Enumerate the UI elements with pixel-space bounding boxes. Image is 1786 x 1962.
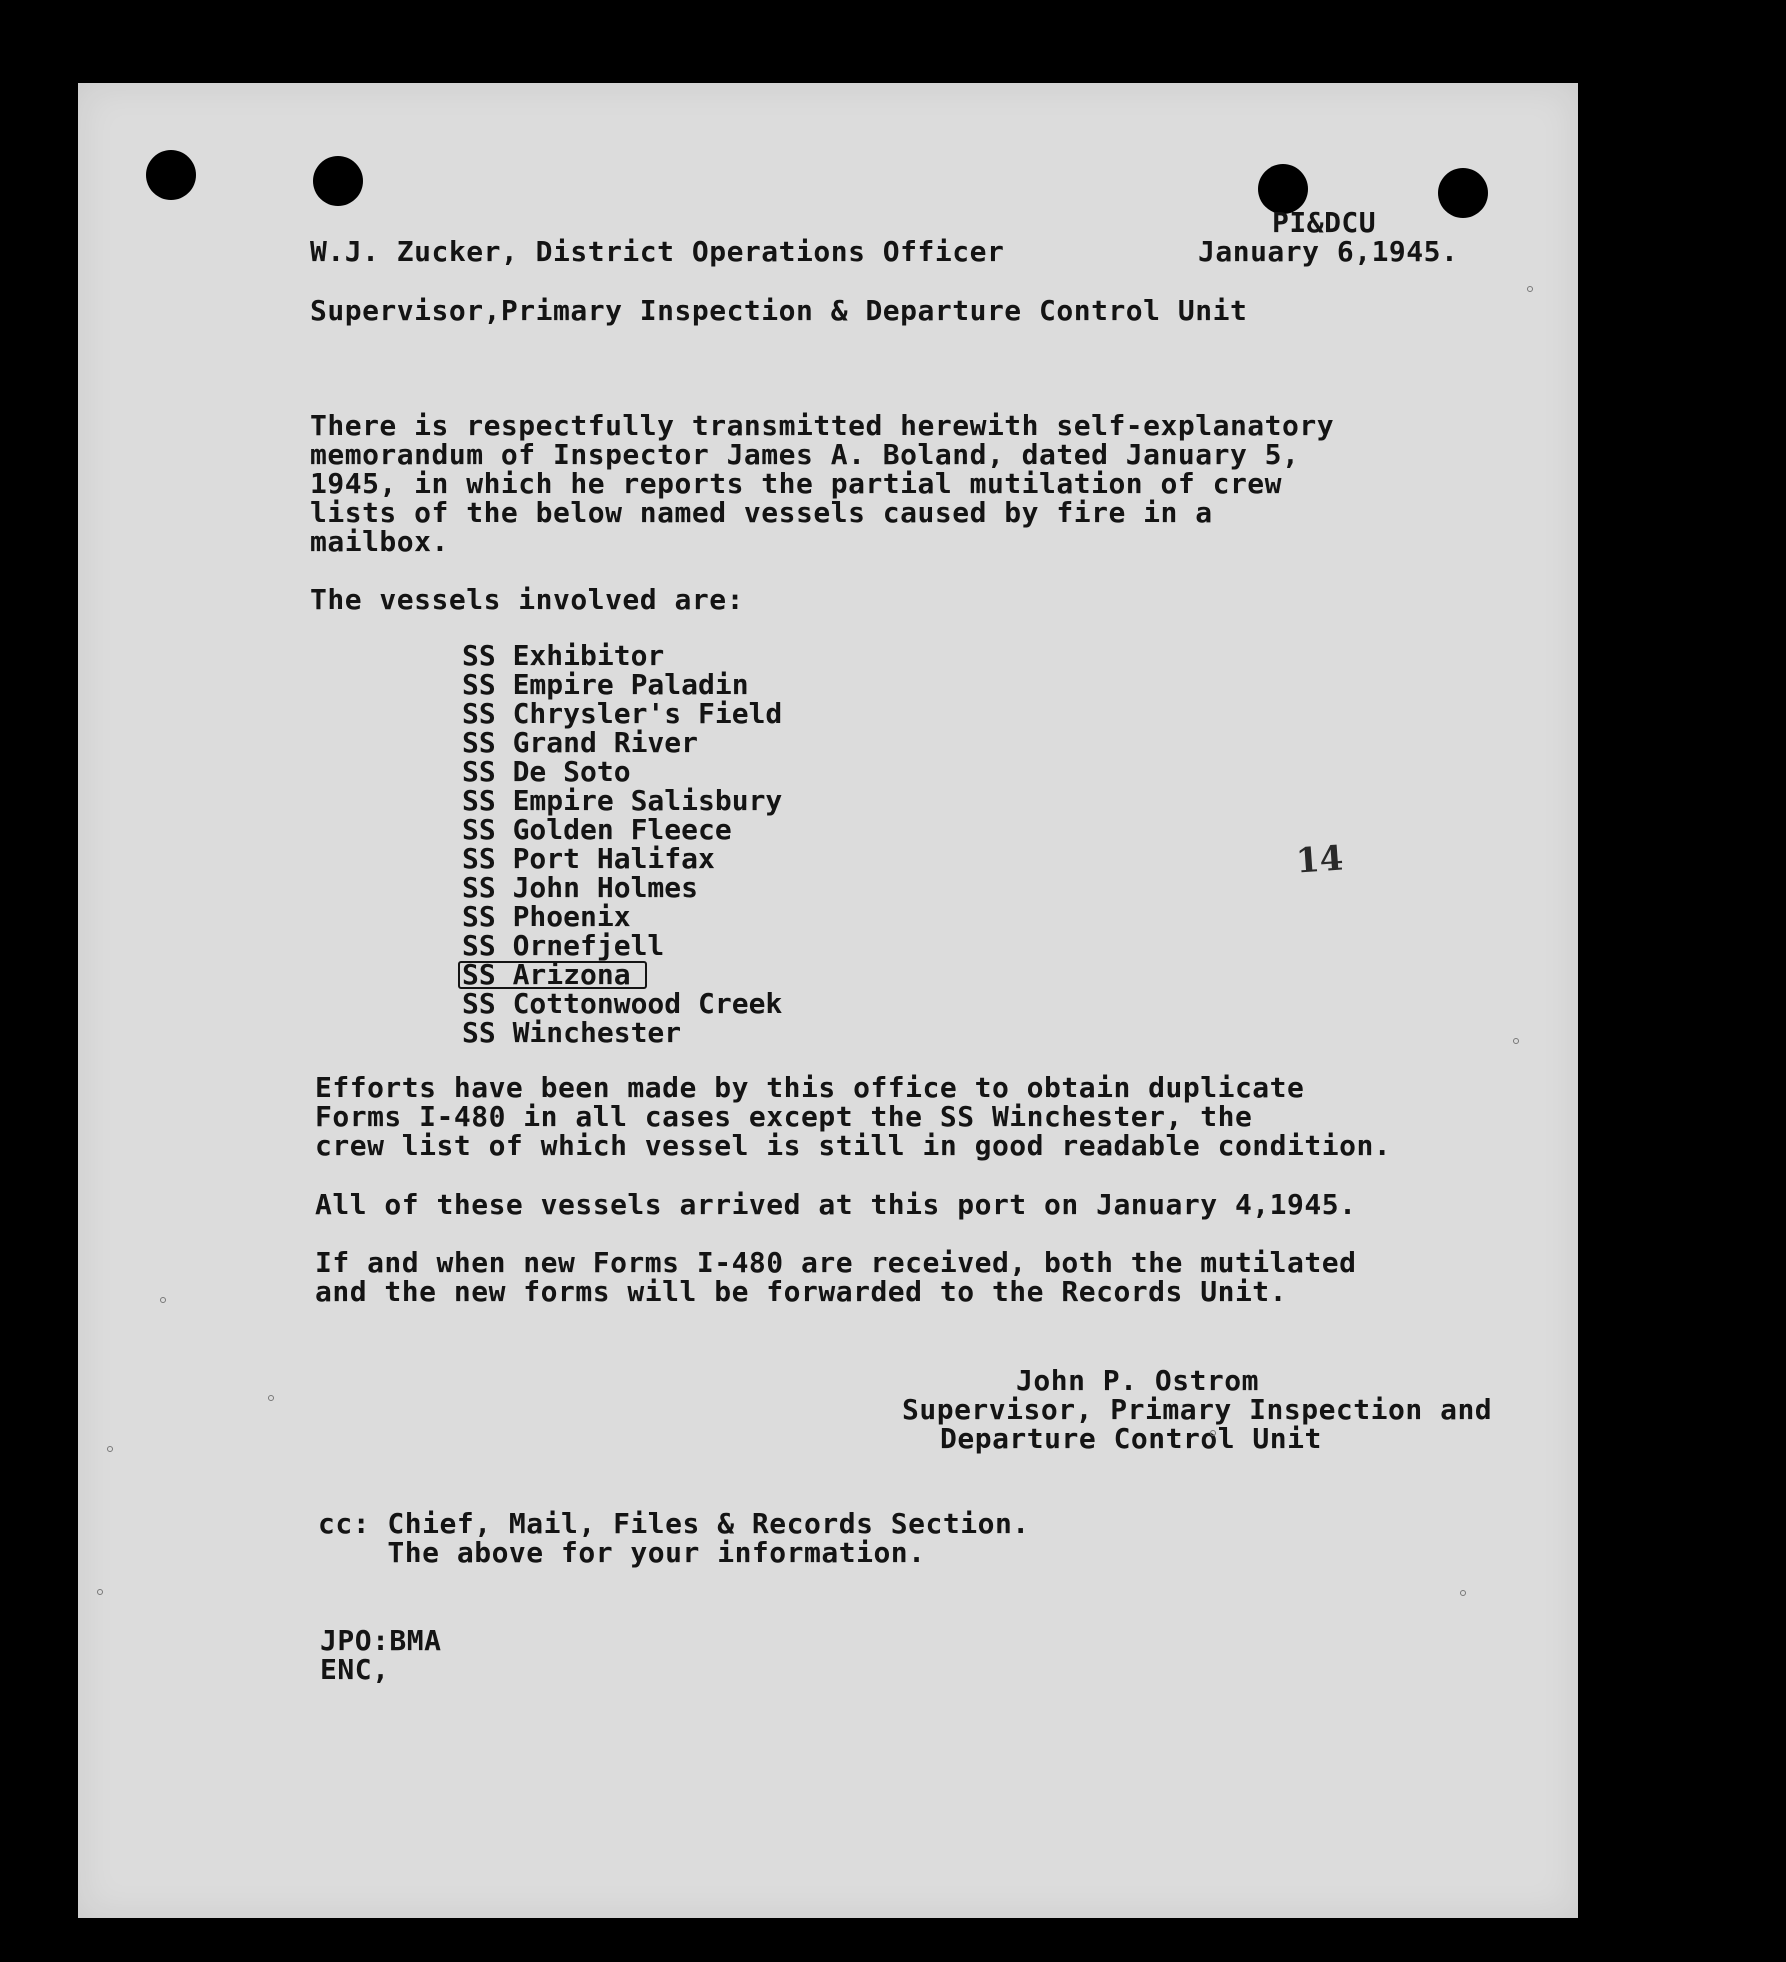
vessel-item: SS Phoenix [462, 900, 631, 933]
sender-line: Supervisor,Primary Inspection & Departure Control Unit [310, 294, 1248, 327]
vessel-item: SS Empire Paladin [462, 668, 749, 701]
paper-speck [160, 1297, 166, 1303]
vessel-list [462, 641, 782, 1047]
cc-line-2: The above for your information. [318, 1536, 926, 1569]
document-page [78, 83, 1578, 1918]
vessel-item: SS Grand River [462, 726, 699, 759]
paper-speck [97, 1589, 103, 1595]
handwritten-margin-mark: 14 [1294, 838, 1345, 882]
signature-name: John P. Ostrom [1016, 1364, 1260, 1397]
paragraph-transmittal: There is respectfully transmitted herewith self-explanatory memorandum of Inspector James A. Boland, dated January 5, 1945, in which he reports the partial mutilation of crew lists of the below named vessels caused by fire in a mailbox. [310, 409, 1335, 558]
cc-line-1: cc: Chief, Mail, Files & Records Section. [318, 1507, 1030, 1540]
typist-initials: JPO:BMA [320, 1624, 442, 1657]
vessel-item: SS Golden Fleece [462, 813, 732, 846]
file-code: PI&DCU [1272, 206, 1377, 239]
vessel-item: SS John Holmes [462, 871, 699, 904]
vessels-intro: The vessels involved are: [310, 583, 744, 616]
signature-title-2: Departure Control Unit [940, 1422, 1322, 1455]
paragraph-efforts: Efforts have been made by this office to obtain duplicate Forms I-480 in all cases except the SS Winchester, the crew list of which vessel is still in good readable condition. [315, 1071, 1392, 1162]
vessel-item: SS De Soto [462, 755, 631, 788]
paper-speck [268, 1395, 274, 1401]
signature-title-1: Supervisor, Primary Inspection and [902, 1393, 1493, 1426]
enclosure-note: ENC, [320, 1653, 390, 1686]
letter-date: January 6,1945. [1198, 235, 1459, 268]
recipient-line: W.J. Zucker, District Operations Officer [310, 235, 1005, 268]
paragraph-arrival: All of these vessels arrived at this port on January 4,1945. [315, 1188, 1357, 1221]
vessel-item: SS Exhibitor [462, 639, 665, 672]
punch-hole [313, 156, 363, 206]
paper-speck [1210, 1430, 1216, 1436]
paper-speck [107, 1446, 113, 1452]
vessel-item: SS Chrysler's Field [462, 697, 783, 730]
vessel-item: SS Port Halifax [462, 842, 715, 875]
vessel-boxed-label: SS Arizona [458, 961, 647, 989]
vessel-item: SS Ornefjell [462, 929, 665, 962]
punch-hole [146, 150, 196, 200]
paper-speck [1460, 1590, 1466, 1596]
punch-hole [1438, 168, 1488, 218]
paragraph-forwarding: If and when new Forms I-480 are received, both the mutilated and the new forms will be forwarded to the Records Unit. [315, 1246, 1357, 1308]
paper-speck [1527, 286, 1533, 292]
paper-speck [1513, 1038, 1519, 1044]
vessel-item: SS Cottonwood Creek [462, 987, 783, 1020]
vessel-item-boxed [462, 960, 782, 989]
vessel-item: SS Winchester [462, 1016, 682, 1049]
vessel-item: SS Empire Salisbury [462, 784, 783, 817]
